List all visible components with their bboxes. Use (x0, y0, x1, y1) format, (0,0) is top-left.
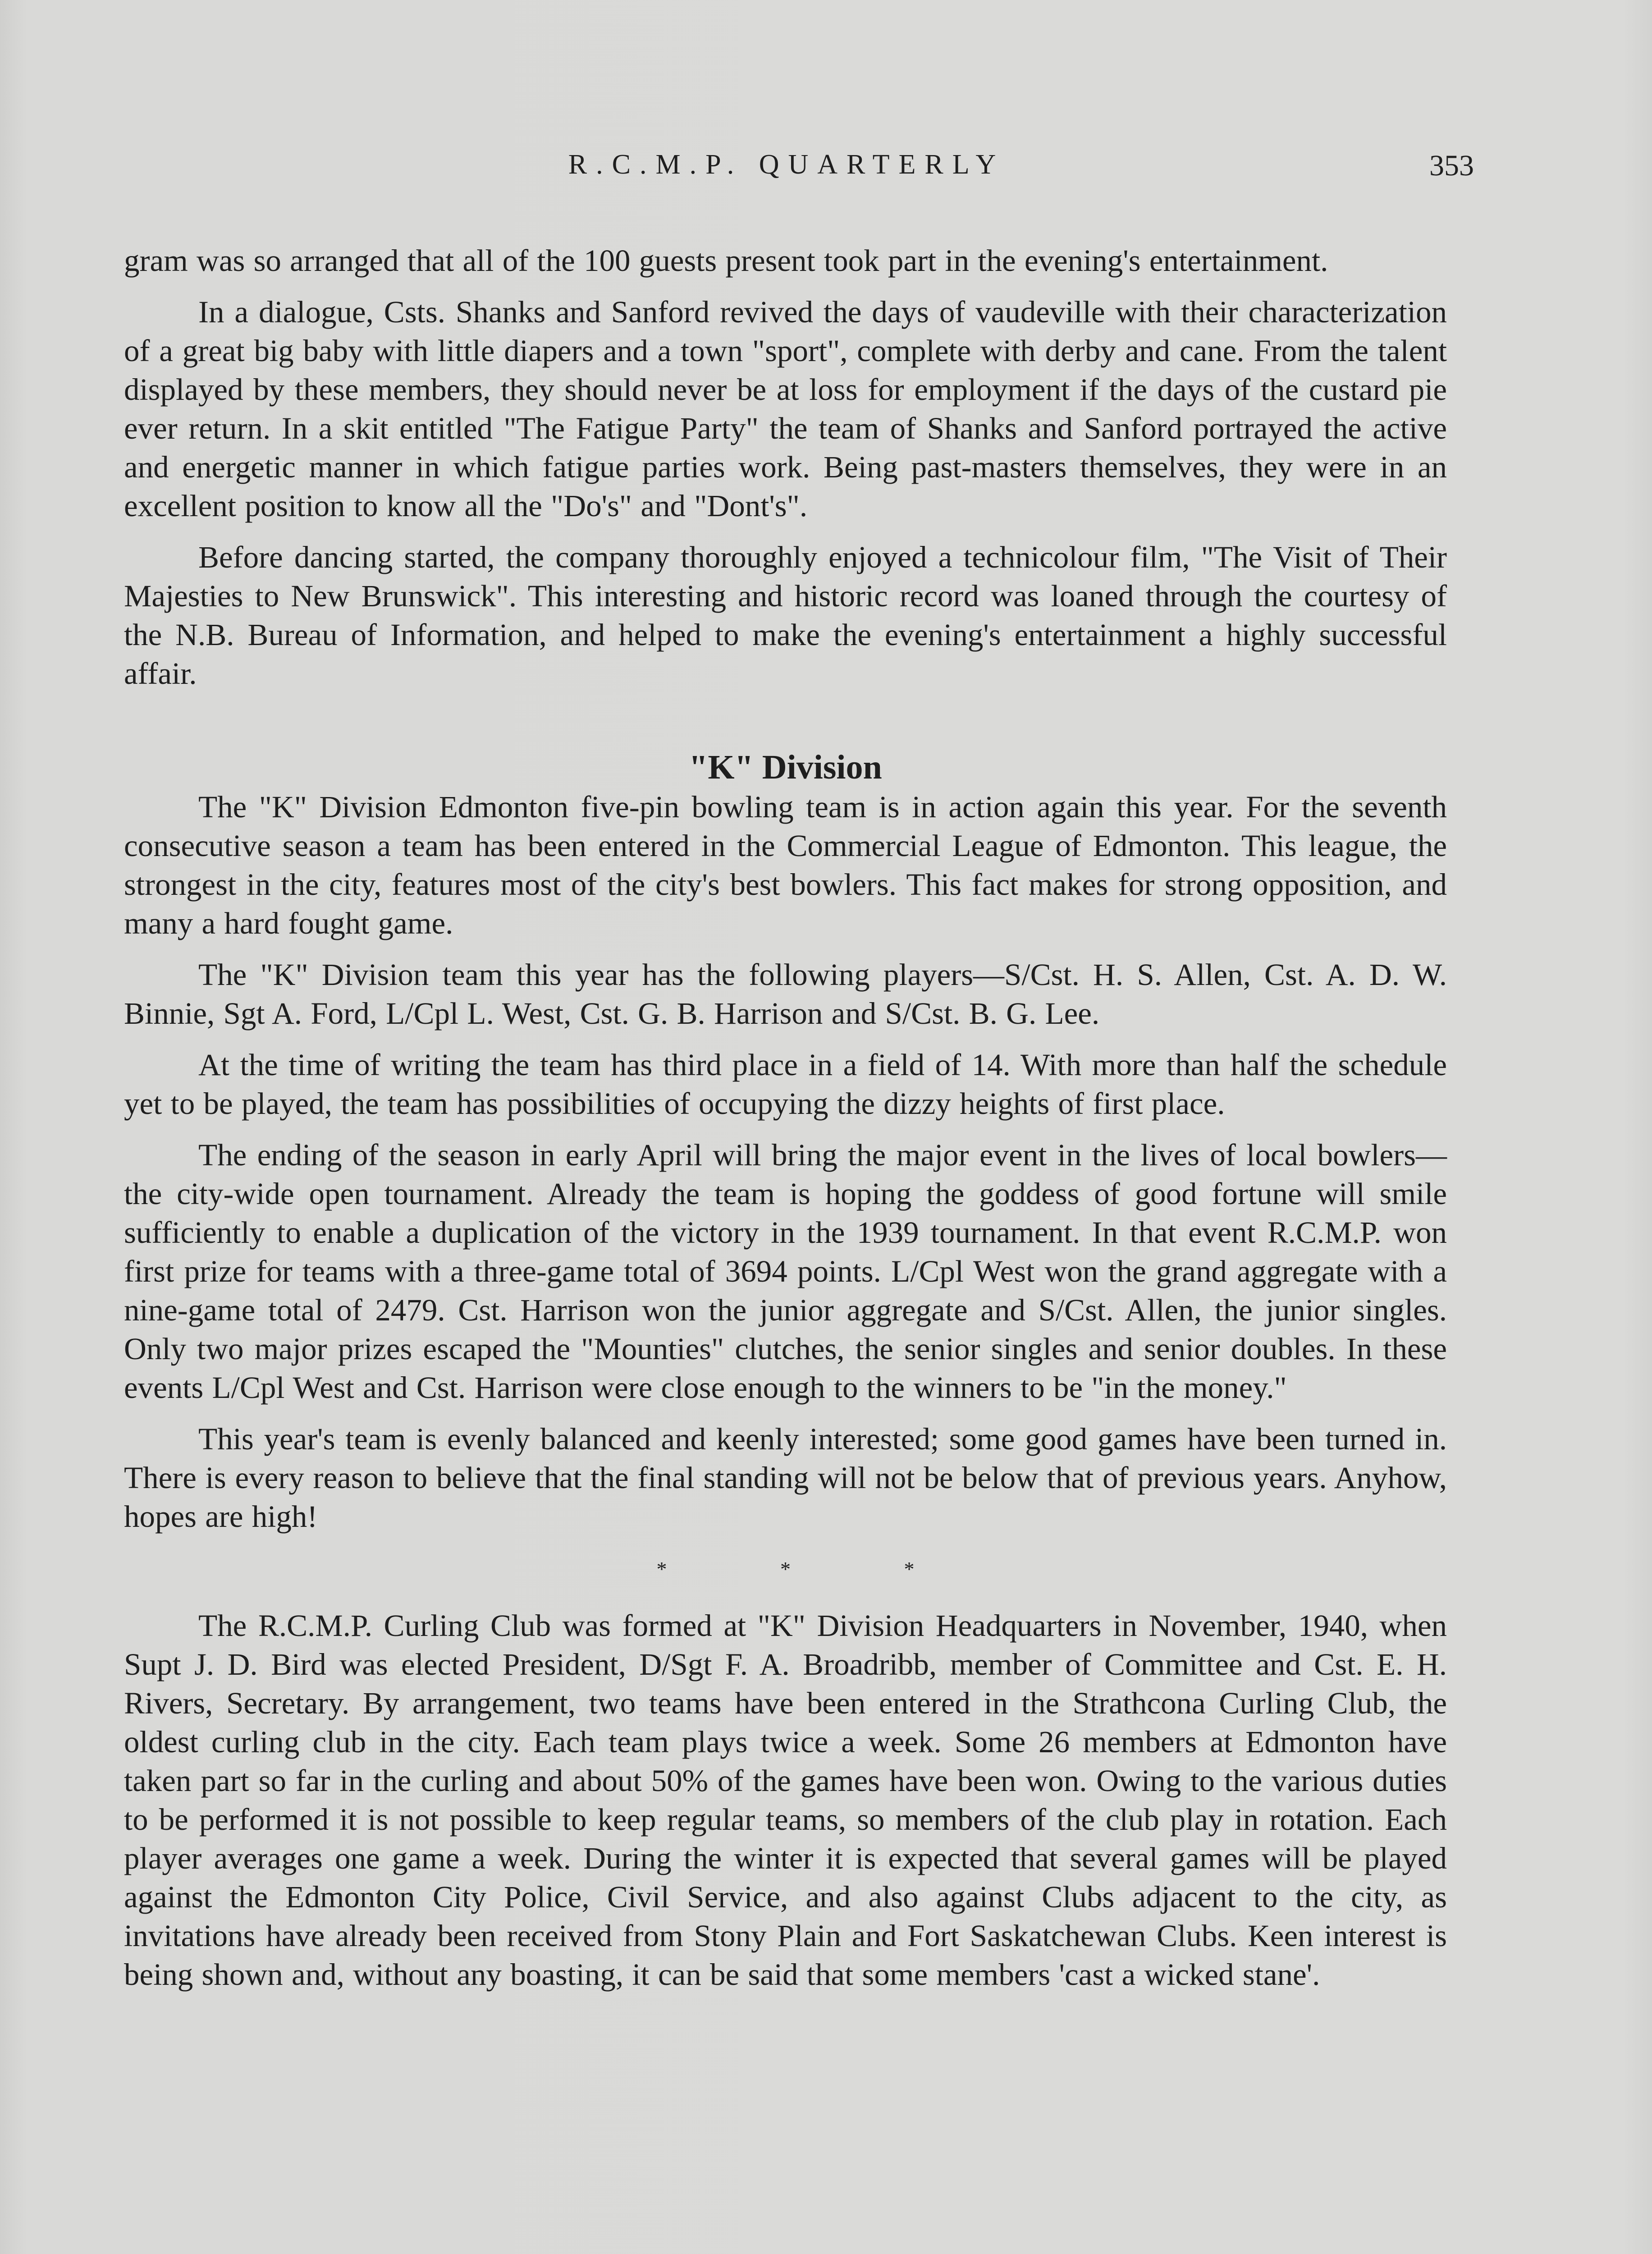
paragraph-dialogue: In a dialogue, Csts. Shanks and Sanford revived the days of vaudeville with their characterization of a great big baby with little diapers and a town "sport", complete with derby and cane. From the talent displayed by these members, they should never be at loss for employment if the days of the custard pie ever return. In a skit entitled "The Fatigue Party" the team of Shanks and Sanford portrayed the active and energetic manner in which fatigue parties work. Being past-masters themselves, they were in an excellent position to know all the "Do's" and "Dont's". (124, 295, 1447, 523)
paragraph-film: Before dancing started, the company thoroughly enjoyed a technicolour film, "The Visit of Their Majesties to New Brunswick". This interesting and historic record was loaned through the courtesy of the N.B. Bureau of Information, and helped to make the evening's entertainment a highly successful affair. (124, 540, 1447, 691)
paragraph-continued: gram was so arranged that all of the 100 guests present took part in the evening's entertainment. (124, 243, 1328, 278)
separator-star: * (780, 1558, 791, 1581)
paragraph-curling-club: The R.C.M.P. Curling Club was formed at "K" Division Headquarters in November, 1940, when Supt J. D. Bird was elected President, D/Sgt F. A. Broadribb, member of Committee and Cst. E. H. Rivers, Secretary. By arrangement, two teams have been entered in the Strathcona Curling Club, the oldest curling club in the city. Each team plays twice a week. Some 26 members at Edmonton have taken part so far in the curling and about 50% of the games have been won. Owing to the various duties to be performed it is not possible to keep regular teams, so members of the club play in rotation. Each player averages one game a week. During the winter it is expected that several games will be played against the Edmonton City Police, Civil Service, and also against Clubs adjacent to the city, as invitations have already been received from Stony Plain and Fort Saskatchewan Clubs. Keen interest is being shown and, without any boasting, it can be said that some members 'cast a wicked stane'. (124, 1608, 1447, 1992)
section-separator (124, 1556, 1447, 1583)
separator-star: * (656, 1558, 667, 1581)
running-header (122, 149, 1474, 198)
section-heading-k-division: "K" Division (689, 748, 882, 786)
paragraph-standing: At the time of writing the team has third place in a field of 14. With more than half the schedule yet to be played, the team has possibilities of occupying the dizzy heights of first place. (124, 1048, 1447, 1121)
journal-title: R.C.M.P. QUARTERLY (568, 149, 1005, 180)
article-body (124, 241, 1447, 1994)
paragraph-tournament: The ending of the season in early April will bring the major event in the lives of local bowlers—the city-wide open tournament. Already the team is hoping the goddess of good fortune will smile sufficiently to enable a duplication of the victory in the 1939 tournament. In that event R.C.M.P. won first prize for teams with a three-game total of 3694 points. L/Cpl West won the grand aggregate with a nine-game total of 2479. Cst. Harrison won the junior aggregate and S/Cst. Allen, the junior singles. Only two major prizes escaped the "Mounties" clutches, the senior singles and senior doubles. In these events L/Cpl West and Cst. Harrison were close enough to the winners to be "in the money." (124, 1138, 1447, 1405)
separator-star: * (904, 1558, 915, 1581)
paragraph-bowling-team: The "K" Division Edmonton five-pin bowling team is in action again this year. For the seventh consecutive season a team has been entered in the Commercial League of Edmonton. This league, the strongest in the city, features most of the city's best bowlers. This fact makes for strong opposition, and many a hard fought game. (124, 790, 1447, 940)
page-number: 353 (1429, 149, 1474, 182)
paragraph-hopes: This year's team is evenly balanced and keenly interested; some good games have been turned in. There is every reason to believe that the final standing will not be below that of previous years. Anyhow, hopes are high! (124, 1422, 1447, 1534)
paragraph-players: The "K" Division team this year has the following players—S/Cst. H. S. Allen, Cst. A. D. W. Binnie, Sgt A. Ford, L/Cpl L. West, Cst. G. B. Harrison and S/Cst. B. G. Lee. (124, 957, 1447, 1031)
